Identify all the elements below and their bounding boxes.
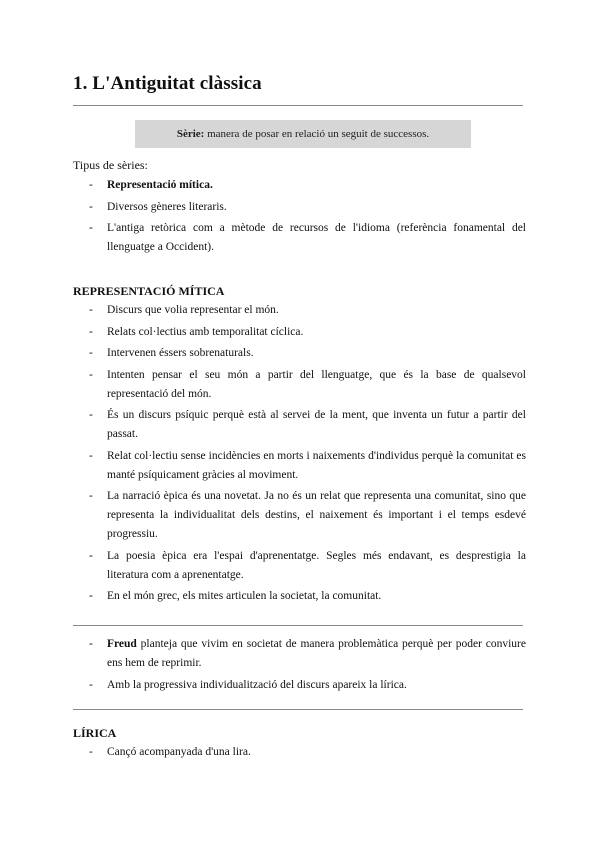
list-item (73, 301, 526, 320)
callout-term: Sèrie: (176, 128, 205, 140)
list-item (73, 587, 526, 606)
list-item (73, 344, 526, 363)
list-item (73, 176, 526, 195)
mitica-list (73, 301, 526, 609)
dash-bullet: - (89, 368, 93, 381)
divider (73, 105, 523, 106)
list-item-text: Relat col·lectiu sense incidències en morts i naixements d'individus perquè la comunitat es manté psíquicament gràcies al moviment. (107, 449, 526, 481)
list-item-text: La narració èpica és una novetat. Ja no és un relat que representa una comunitat, sino que representa la individualitat dels destins, el naixement és important i el temps esdevé progressiu. (107, 490, 526, 540)
list-item-bold: Freud (107, 638, 137, 650)
divider (73, 709, 523, 710)
section-heading-lirica: LÍRICA (73, 726, 117, 740)
list-item-text: Cançó acompanyada d'una lira. (107, 746, 251, 758)
dash-bullet: - (89, 325, 93, 338)
list-item-text: En el món grec, els mites articulen la societat, la comunitat. (107, 590, 382, 602)
list-item-text: planteja que vivim en societat de manera problemàtica perquè per poder conviure ens hem de reprimir. (107, 638, 526, 669)
dash-bullet: - (89, 490, 93, 502)
section-heading-mitica: REPRESENTACIÓ MÍTICA (73, 284, 225, 298)
dash-bullet: - (89, 449, 93, 462)
list-item-text: Relats col·lectius amb temporalitat cíclica. (107, 325, 304, 338)
list-item-text: Diversos gèneres literaris. (107, 200, 227, 213)
dash-bullet: - (89, 549, 93, 562)
dash-bullet: - (89, 179, 93, 191)
list-item (73, 219, 526, 257)
list-item (73, 547, 526, 585)
divider (73, 625, 523, 626)
list-item (73, 447, 526, 485)
list-item (73, 323, 526, 342)
freud-list (73, 635, 526, 697)
definition-callout (135, 120, 471, 148)
list-item-text: Discurs que volia representar el món. (107, 304, 279, 316)
dash-bullet: - (89, 590, 93, 602)
dash-bullet: - (89, 746, 93, 758)
list-item (73, 743, 526, 762)
list-item (73, 366, 526, 404)
intro-text: Tipus de sèries: (73, 158, 148, 172)
dash-bullet: - (89, 409, 93, 421)
dash-bullet: - (89, 304, 93, 316)
list-item-bold: Representació mítica. (107, 179, 213, 191)
list-item-text: Amb la progressiva individualització del discurs apareix la lírica. (107, 678, 407, 691)
series-types-list (73, 176, 526, 260)
list-item (73, 406, 526, 444)
list-item (73, 676, 526, 695)
list-item-text: És un discurs psíquic perquè està al servei de la ment, que inventa un futur a partir del passat. (107, 409, 526, 440)
dash-bullet: - (89, 347, 93, 359)
list-item-text: Intervenen éssers sobrenaturals. (107, 347, 254, 359)
dash-bullet: - (89, 200, 93, 213)
callout-definition: manera de posar en relació un seguit de successos. (204, 128, 430, 140)
list-item (73, 198, 526, 217)
dash-bullet: - (89, 222, 93, 234)
page-title: 1. L'Antiguitat clàssica (73, 73, 262, 94)
dash-bullet: - (89, 638, 93, 650)
dash-bullet: - (89, 678, 93, 691)
lirica-list (73, 743, 526, 765)
list-item (73, 635, 526, 673)
list-item-text: La poesia èpica era l'espai d'aprenentatge. Segles més endavant, es desprestigia la literatura com a aprenentatge. (107, 549, 526, 581)
list-item-text: Intenten pensar el seu món a partir del llenguatge, que és la base de qualsevol representació del món. (107, 368, 526, 400)
list-item (73, 487, 526, 544)
list-item-text: L'antiga retòrica com a mètode de recursos de l'idioma (referència fonamental del llenguatge a Occident). (107, 222, 526, 253)
